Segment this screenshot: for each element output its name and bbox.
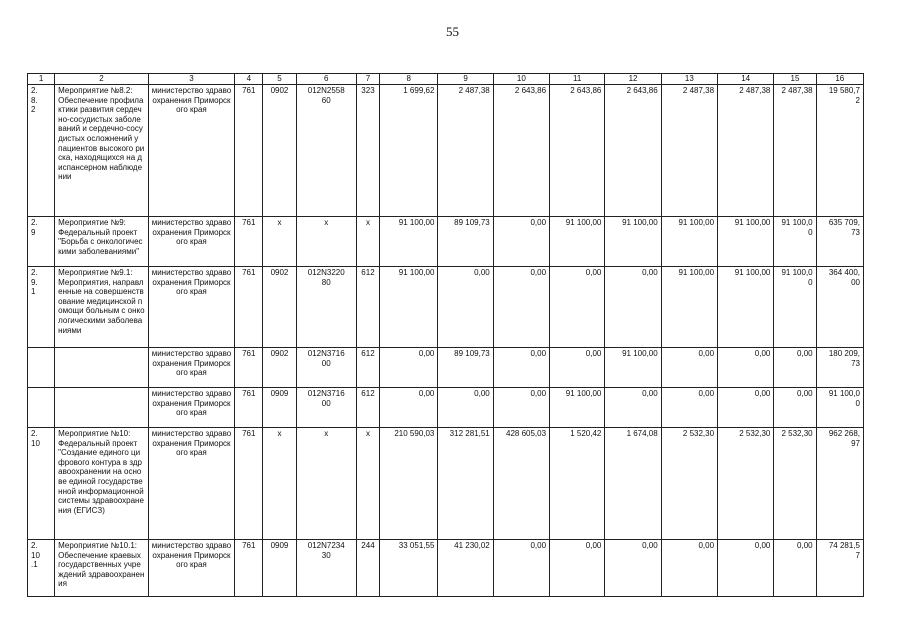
amount-col-9: 312 281,51 xyxy=(438,428,493,540)
responsible-body: министерство здравоохранения Приморского края xyxy=(148,388,235,428)
amount-col-13: 0,00 xyxy=(661,348,717,388)
row-number: 2. 9. 1 xyxy=(28,267,55,348)
responsible-body: министерство здравоохранения Приморского края xyxy=(148,348,235,388)
responsible-body: министерство здравоохранения Приморского края xyxy=(148,428,235,540)
amount-col-8: 210 590,03 xyxy=(380,428,438,540)
activity-name xyxy=(55,348,149,388)
amount-col-15: 0,00 xyxy=(774,540,816,597)
row-number xyxy=(28,348,55,388)
amount-col-16: 91 100,0 0 xyxy=(816,388,863,428)
ministry-code: 761 xyxy=(235,85,263,217)
table-body xyxy=(28,74,864,597)
column-header: 13 xyxy=(661,74,717,85)
section-code: 0902 xyxy=(263,267,296,348)
expense-type: 323 xyxy=(356,85,379,217)
column-header: 15 xyxy=(774,74,816,85)
expense-type: х xyxy=(356,428,379,540)
amount-col-16: 364 400, 00 xyxy=(816,267,863,348)
amount-col-12: 2 643,86 xyxy=(605,85,661,217)
amount-col-16: 962 268, 97 xyxy=(816,428,863,540)
expense-type: 612 xyxy=(356,348,379,388)
amount-col-11: 1 520,42 xyxy=(550,428,605,540)
amount-col-16: 74 281,5 7 xyxy=(816,540,863,597)
activity-name xyxy=(55,388,149,428)
target-article: х xyxy=(296,428,356,540)
column-header: 9 xyxy=(438,74,493,85)
row-number: 2. 10 .1 xyxy=(28,540,55,597)
amount-col-10: 0,00 xyxy=(493,217,549,267)
amount-col-9: 41 230,02 xyxy=(438,540,493,597)
amount-col-12: 91 100,00 xyxy=(605,217,661,267)
amount-col-14: 2 487,38 xyxy=(718,85,774,217)
target-article: 012N3716 00 xyxy=(296,348,356,388)
amount-col-11: 0,00 xyxy=(550,348,605,388)
column-header: 8 xyxy=(380,74,438,85)
column-header: 7 xyxy=(356,74,379,85)
amount-col-8: 91 100,00 xyxy=(380,267,438,348)
amount-col-14: 0,00 xyxy=(718,388,774,428)
column-header: 16 xyxy=(816,74,863,85)
amount-col-16: 180 209, 73 xyxy=(816,348,863,388)
target-article: х xyxy=(296,217,356,267)
amount-col-9: 89 109,73 xyxy=(438,217,493,267)
amount-col-11: 2 643,86 xyxy=(550,85,605,217)
column-header: 1 xyxy=(28,74,55,85)
expense-type: 244 xyxy=(356,540,379,597)
header-row xyxy=(28,74,864,85)
ministry-code: 761 xyxy=(235,428,263,540)
row-number xyxy=(28,388,55,428)
amount-col-16: 19 580,7 2 xyxy=(816,85,863,217)
amount-col-10: 0,00 xyxy=(493,348,549,388)
table-row xyxy=(28,217,864,267)
amount-col-12: 0,00 xyxy=(605,267,661,348)
amount-col-11: 0,00 xyxy=(550,267,605,348)
column-header: 3 xyxy=(148,74,235,85)
ministry-code: 761 xyxy=(235,217,263,267)
amount-col-9: 89 109,73 xyxy=(438,348,493,388)
table-row xyxy=(28,388,864,428)
activity-name: Мероприятие №10.1: Обеспечение краевых государственных учреждений здравоохранения xyxy=(55,540,149,597)
column-header: 5 xyxy=(263,74,296,85)
target-article: 012N3220 80 xyxy=(296,267,356,348)
section-code: х xyxy=(263,428,296,540)
amount-col-15: 2 532,30 xyxy=(774,428,816,540)
table-row xyxy=(28,428,864,540)
amount-col-14: 91 100,00 xyxy=(718,267,774,348)
expense-type: х xyxy=(356,217,379,267)
expense-type: 612 xyxy=(356,388,379,428)
ministry-code: 761 xyxy=(235,348,263,388)
amount-col-11: 91 100,00 xyxy=(550,217,605,267)
responsible-body: министерство здравоохранения Приморского края xyxy=(148,540,235,597)
amount-col-13: 91 100,00 xyxy=(661,267,717,348)
amount-col-15: 0,00 xyxy=(774,348,816,388)
amount-col-12: 91 100,00 xyxy=(605,348,661,388)
column-header: 6 xyxy=(296,74,356,85)
amount-col-15: 0,00 xyxy=(774,388,816,428)
amount-col-8: 0,00 xyxy=(380,388,438,428)
amount-col-10: 428 605,03 xyxy=(493,428,549,540)
amount-col-16: 635 709, 73 xyxy=(816,217,863,267)
amount-col-9: 0,00 xyxy=(438,388,493,428)
responsible-body: министерство здравоохранения Приморского края xyxy=(148,85,235,217)
row-number: 2. 10 xyxy=(28,428,55,540)
column-header: 12 xyxy=(605,74,661,85)
amount-col-12: 0,00 xyxy=(605,388,661,428)
amount-col-11: 0,00 xyxy=(550,540,605,597)
ministry-code: 761 xyxy=(235,267,263,348)
amount-col-8: 33 051,55 xyxy=(380,540,438,597)
column-header: 14 xyxy=(718,74,774,85)
row-number: 2. 8. 2 xyxy=(28,85,55,217)
activity-name: Мероприятие №10: Федеральный проект "Создание единого цифрового контура в здравоохранении на основе единой государственной информационной системы здравоохранения (ЕГИСЗ) xyxy=(55,428,149,540)
column-header: 11 xyxy=(550,74,605,85)
amount-col-8: 91 100,00 xyxy=(380,217,438,267)
amount-col-14: 91 100,00 xyxy=(718,217,774,267)
ministry-code: 761 xyxy=(235,540,263,597)
page-number: 55 xyxy=(446,24,459,39)
responsible-body: министерство здравоохранения Приморского края xyxy=(148,267,235,348)
target-article: 012N3716 00 xyxy=(296,388,356,428)
column-header: 4 xyxy=(235,74,263,85)
amount-col-9: 0,00 xyxy=(438,267,493,348)
table-row xyxy=(28,348,864,388)
amount-col-14: 2 532,30 xyxy=(718,428,774,540)
amount-col-8: 1 699,62 xyxy=(380,85,438,217)
table-row xyxy=(28,267,864,348)
amount-col-10: 0,00 xyxy=(493,267,549,348)
activity-name: Мероприятие №8.2: Обеспечение профилактики развития сердечно-сосудистых заболеваний и сердечно-сосудистых осложнений у пациентов высокого риска, находящихся на диспансерном наблюдении xyxy=(55,85,149,217)
column-header: 2 xyxy=(55,74,149,85)
section-code: 0909 xyxy=(263,540,296,597)
budget-table xyxy=(27,73,864,597)
target-article: 012N2558 60 xyxy=(296,85,356,217)
section-code: 0902 xyxy=(263,348,296,388)
table-row xyxy=(28,85,864,217)
row-number: 2. 9 xyxy=(28,217,55,267)
ministry-code: 761 xyxy=(235,388,263,428)
amount-col-13: 91 100,00 xyxy=(661,217,717,267)
amount-col-13: 2 532,30 xyxy=(661,428,717,540)
amount-col-13: 0,00 xyxy=(661,388,717,428)
section-code: 0909 xyxy=(263,388,296,428)
table-row xyxy=(28,540,864,597)
activity-name: Мероприятие №9: Федеральный проект "Борьба с онкологическими заболеваниями" xyxy=(55,217,149,267)
amount-col-11: 91 100,00 xyxy=(550,388,605,428)
amount-col-15: 91 100,0 0 xyxy=(774,217,816,267)
amount-col-10: 2 643,86 xyxy=(493,85,549,217)
amount-col-10: 0,00 xyxy=(493,540,549,597)
amount-col-13: 2 487,38 xyxy=(661,85,717,217)
amount-col-14: 0,00 xyxy=(718,348,774,388)
amount-col-8: 0,00 xyxy=(380,348,438,388)
column-header: 10 xyxy=(493,74,549,85)
activity-name: Мероприятие №9.1: Мероприятия, направленные на совершенствование медицинской помощи больным с онкологическими заболеваниями xyxy=(55,267,149,348)
amount-col-14: 0,00 xyxy=(718,540,774,597)
amount-col-12: 0,00 xyxy=(605,540,661,597)
amount-col-12: 1 674,08 xyxy=(605,428,661,540)
amount-col-15: 2 487,38 xyxy=(774,85,816,217)
section-code: х xyxy=(263,217,296,267)
amount-col-15: 91 100,0 0 xyxy=(774,267,816,348)
section-code: 0902 xyxy=(263,85,296,217)
expense-type: 612 xyxy=(356,267,379,348)
amount-col-13: 0,00 xyxy=(661,540,717,597)
responsible-body: министерство здравоохранения Приморского края xyxy=(148,217,235,267)
target-article: 012N7234 30 xyxy=(296,540,356,597)
amount-col-9: 2 487,38 xyxy=(438,85,493,217)
amount-col-10: 0,00 xyxy=(493,388,549,428)
